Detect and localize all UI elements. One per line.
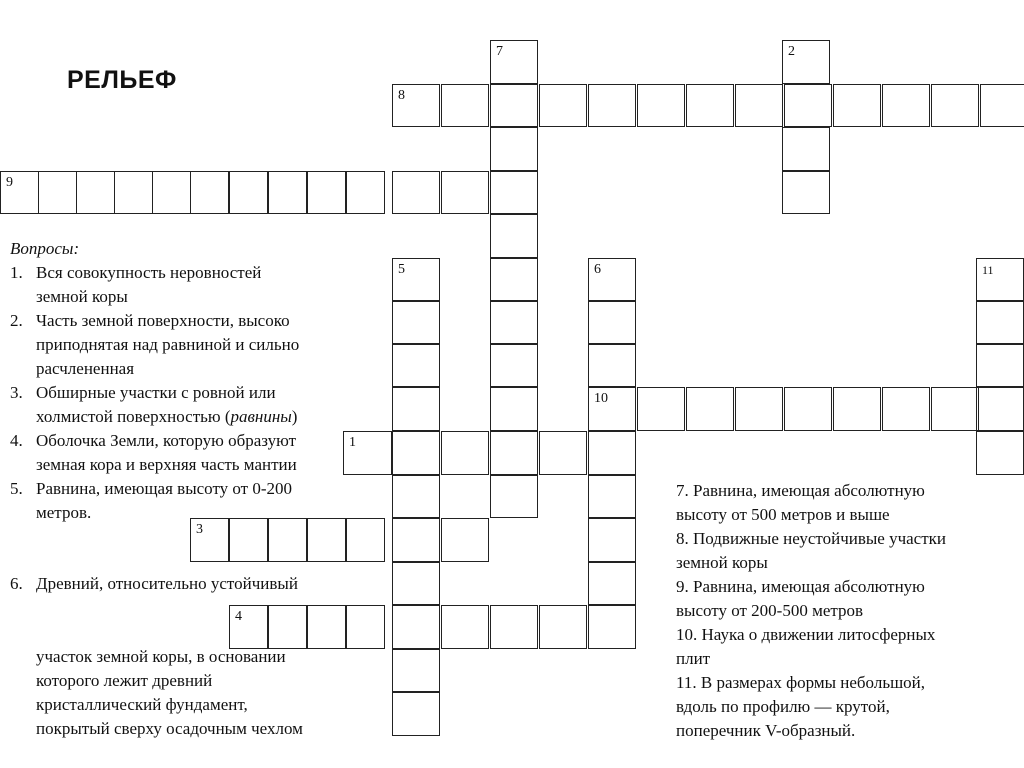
crossword-cell[interactable] — [637, 84, 685, 127]
question-line: 10. Наука о движении литосферных — [676, 625, 936, 644]
crossword-cell[interactable] — [392, 562, 440, 605]
clue-number: 5 — [398, 262, 405, 277]
crossword-cell[interactable] — [441, 605, 489, 649]
question-8 — [676, 527, 1016, 575]
crossword-cell[interactable] — [392, 171, 440, 214]
clue-number: 6 — [594, 262, 601, 277]
crossword-cell[interactable] — [588, 258, 636, 301]
crossword-cell[interactable] — [307, 605, 346, 649]
question-line: земной коры — [676, 553, 768, 572]
question-line: Равнина, имеющая высоту от 0-200 — [36, 479, 293, 498]
crossword-cell[interactable] — [229, 605, 268, 649]
crossword-cell[interactable] — [441, 431, 489, 475]
crossword-cell[interactable] — [490, 40, 538, 84]
clue-number: 3 — [196, 522, 203, 537]
crossword-cell[interactable] — [268, 171, 307, 214]
question-line: Часть земной поверхности, высоко — [36, 311, 290, 330]
crossword-cell[interactable] — [490, 605, 538, 649]
question-line: покрытый сверху осадочным чехлом — [36, 719, 303, 738]
crossword-cell[interactable] — [782, 40, 830, 84]
crossword-cell[interactable] — [490, 431, 538, 475]
crossword-cell[interactable] — [976, 301, 1024, 344]
question-line: высоту от 500 метров и выше — [676, 505, 890, 524]
crossword-cell[interactable] — [686, 84, 734, 127]
crossword-cell[interactable] — [588, 518, 636, 562]
crossword-cell[interactable] — [976, 258, 1024, 301]
question-number: 4. — [10, 431, 23, 450]
question-number: 3. — [10, 383, 23, 402]
crossword-cell[interactable] — [38, 171, 77, 214]
question-line: вдоль по профилю — крутой, — [676, 697, 890, 716]
crossword-cell[interactable] — [0, 171, 39, 214]
crossword-cell[interactable] — [588, 344, 636, 387]
crossword-cell[interactable] — [490, 127, 538, 171]
crossword-cell[interactable] — [392, 518, 440, 562]
crossword-cell[interactable] — [190, 171, 229, 214]
question-line: Оболочка Земли, которую образуют — [36, 431, 297, 450]
crossword-cell[interactable] — [490, 344, 538, 387]
question-line: кристаллический фундамент, — [36, 695, 248, 714]
crossword-cell[interactable] — [539, 84, 587, 127]
crossword-cell[interactable] — [392, 344, 440, 387]
question-number: 1. — [10, 263, 23, 282]
crossword-cell[interactable] — [686, 387, 734, 431]
question-line: приподнятая над равниной и сильно — [36, 335, 300, 354]
question-line: 7. Равнина, имеющая абсолютную — [676, 481, 925, 500]
crossword-cell[interactable] — [229, 171, 268, 214]
crossword-cell[interactable] — [976, 387, 1024, 431]
crossword-cell[interactable] — [735, 387, 783, 431]
page-title: РЕЛЬЕФ — [67, 66, 177, 94]
crossword-cell[interactable] — [392, 258, 440, 301]
clue-number: 8 — [398, 88, 405, 103]
clue-number: 9 — [6, 175, 13, 190]
crossword-cell[interactable] — [490, 84, 538, 127]
question-number: 5. — [10, 479, 23, 498]
crossword-cell[interactable] — [490, 258, 538, 301]
crossword-cell[interactable] — [588, 301, 636, 344]
crossword-cell[interactable] — [392, 387, 440, 431]
question-9 — [676, 575, 1016, 623]
crossword-cell[interactable] — [976, 344, 1024, 387]
clue-number: 2 — [788, 44, 795, 59]
crossword-cell[interactable] — [980, 84, 1024, 127]
crossword-cell[interactable] — [931, 387, 979, 431]
crossword-cell[interactable] — [490, 214, 538, 258]
crossword-cell[interactable] — [782, 171, 830, 214]
crossword-cell[interactable] — [441, 171, 489, 214]
clue-number: 10 — [594, 391, 608, 406]
crossword-cell[interactable] — [441, 518, 489, 562]
crossword-cell[interactable] — [588, 605, 636, 649]
crossword-cell[interactable] — [637, 387, 685, 431]
crossword-cell[interactable] — [539, 605, 587, 649]
crossword-cell[interactable] — [346, 518, 385, 562]
clue-number: 4 — [235, 609, 242, 624]
crossword-cell[interactable] — [392, 301, 440, 344]
question-number: 2. — [10, 311, 23, 330]
crossword-cell[interactable] — [392, 692, 440, 736]
crossword-cell[interactable] — [539, 431, 587, 475]
question-line: земная кора и верхняя часть мантии — [36, 455, 297, 474]
question-10 — [676, 623, 1016, 671]
crossword-cell[interactable] — [346, 171, 385, 214]
question-line: холмистой поверхностью (равнины) — [36, 407, 298, 426]
crossword-cell[interactable] — [307, 171, 346, 214]
crossword-cell[interactable] — [392, 649, 440, 692]
crossword-cell[interactable] — [588, 431, 636, 475]
question-line: расчлененная — [36, 359, 135, 378]
question-line: поперечник V-образный. — [676, 721, 856, 740]
question-11 — [676, 671, 1016, 743]
crossword-cell[interactable] — [976, 431, 1024, 475]
question-line: 8. Подвижные неустойчивые участки — [676, 529, 947, 548]
crossword-cell[interactable] — [152, 171, 191, 214]
crossword-cell[interactable] — [784, 84, 832, 127]
question-line: земной коры — [36, 287, 128, 306]
crossword-cell[interactable] — [490, 301, 538, 344]
crossword-cell[interactable] — [782, 127, 830, 171]
crossword-cell[interactable] — [784, 387, 832, 431]
clue-number: 11 — [982, 263, 994, 277]
question-line: которого лежит древний — [36, 671, 213, 690]
crossword-cell[interactable] — [588, 475, 636, 518]
crossword-cell[interactable] — [735, 84, 783, 127]
crossword-cell[interactable] — [392, 84, 440, 127]
crossword-cell[interactable] — [833, 84, 881, 127]
crossword-cell[interactable] — [931, 84, 979, 127]
crossword-cell[interactable] — [588, 562, 636, 605]
crossword-cell[interactable] — [588, 84, 636, 127]
question-line: метров. — [36, 503, 92, 522]
question-line: Древний, относительно устойчивый — [36, 574, 298, 593]
crossword-cell[interactable] — [392, 605, 440, 649]
question-line: 11. В размерах формы небольшой, — [676, 673, 926, 692]
crossword-cell[interactable] — [490, 387, 538, 431]
questions-heading: Вопросы: — [10, 239, 80, 258]
question-line: высоту от 200-500 метров — [676, 601, 864, 620]
crossword-cell[interactable] — [490, 475, 538, 518]
crossword-cell[interactable] — [882, 84, 930, 127]
question-number: 6. — [10, 574, 23, 593]
crossword-cell[interactable] — [346, 605, 385, 649]
crossword-cell[interactable] — [882, 387, 930, 431]
crossword-cell[interactable] — [114, 171, 153, 214]
crossword-cell[interactable] — [588, 387, 636, 431]
crossword-cell[interactable] — [441, 84, 489, 127]
question-line: 9. Равнина, имеющая абсолютную — [676, 577, 925, 596]
crossword-cell[interactable] — [392, 475, 440, 518]
crossword-cell[interactable] — [392, 431, 440, 475]
crossword-cell[interactable] — [76, 171, 115, 214]
question-line: Обширные участки с ровной или — [36, 383, 276, 402]
question-7 — [676, 479, 1016, 527]
crossword-cell[interactable] — [833, 387, 881, 431]
clue-number: 1 — [349, 435, 356, 450]
question-line: участок земной коры, в основании — [36, 647, 286, 666]
question-line: плит — [676, 649, 711, 668]
crossword-cell[interactable] — [490, 171, 538, 214]
clue-number: 7 — [496, 44, 503, 59]
crossword-cell[interactable] — [268, 605, 307, 649]
question-line: Вся совокупность неровностей — [36, 263, 262, 282]
